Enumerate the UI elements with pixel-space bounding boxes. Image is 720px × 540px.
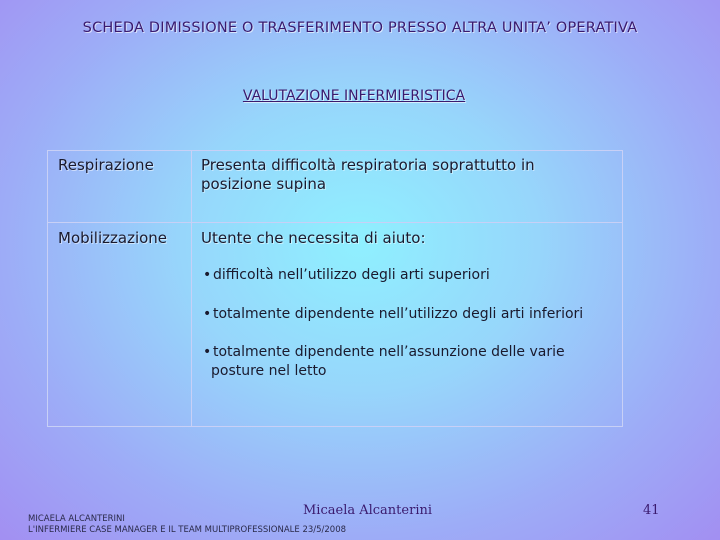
bullet-icon: • xyxy=(203,267,212,283)
row-label-respirazione: Respirazione xyxy=(58,156,154,174)
slide-title: SCHEDA DIMISSIONE O TRASFERIMENTO PRESSO ALTRA UNITA’ OPERATIVA xyxy=(82,20,638,36)
bullet-icon: • xyxy=(203,344,212,360)
page-number: 41 xyxy=(643,503,660,518)
footer-author: Micaela Alcanterini xyxy=(303,503,433,518)
assessment-table xyxy=(47,150,623,427)
list-item xyxy=(203,266,603,285)
list-item xyxy=(203,343,603,381)
column-divider xyxy=(191,151,192,426)
bullet-icon: • xyxy=(203,306,212,322)
bullet-text-continued: posture nel letto xyxy=(211,363,327,379)
list-item xyxy=(203,305,603,324)
bullet-text: difficoltà nell’utilizzo degli arti superiori xyxy=(213,267,490,283)
slide-subtitle: VALUTAZIONE INFERMIERISTICA xyxy=(242,88,466,104)
bullet-text: totalmente dipendente nell’utilizzo degli arti inferiori xyxy=(213,306,584,322)
row-text-mobilizzazione: Utente che necessita di aiuto: xyxy=(201,229,426,247)
row-text-respirazione: Presenta difficoltà respiratoria soprattutto in posizione supina xyxy=(201,156,535,193)
footer-caption xyxy=(28,514,346,536)
row-label-mobilizzazione: Mobilizzazione xyxy=(58,229,168,247)
footer-caption-line1: MICAELA ALCANTERINI xyxy=(28,514,125,524)
bullet-text: totalmente dipendente nell’assunzione delle varie xyxy=(213,344,565,360)
footer-caption-line2: L'INFERMIERE CASE MANAGER E IL TEAM MULTIPROFESSIONALE 23/5/2008 xyxy=(28,525,347,535)
